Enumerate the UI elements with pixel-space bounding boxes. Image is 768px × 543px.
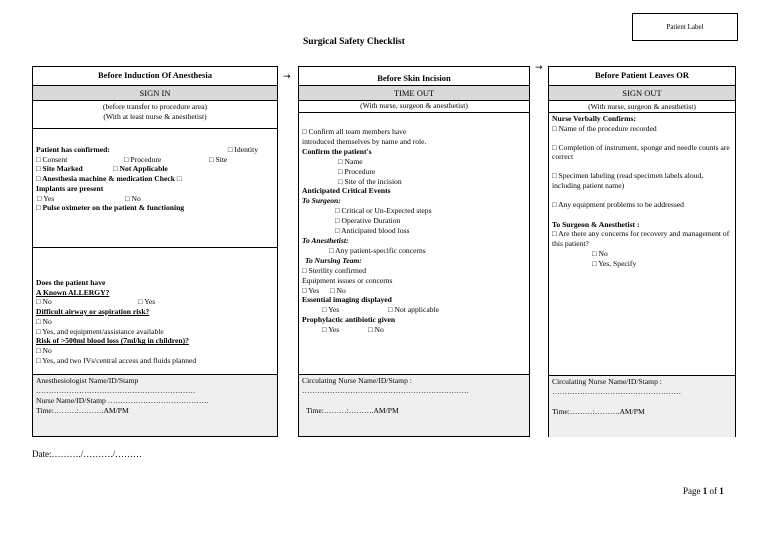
specimen-labeling-checkbox[interactable]: □ Specimen labeling (read specimen labels aloud, including patient name) xyxy=(552,171,704,190)
sign-out-footer xyxy=(549,376,735,437)
time-out-column xyxy=(298,66,530,437)
time-field[interactable]: Time:………:……….AM/PM xyxy=(36,406,129,415)
nurse-stamp-field[interactable]: Nurse Name/ID/Stamp …………………………………. xyxy=(36,396,209,405)
anesthesiologist-stamp-field[interactable]: Anesthesiologist Name/ID/Stamp xyxy=(36,376,139,385)
sign-in-column xyxy=(32,66,278,437)
time-out-section xyxy=(299,113,529,375)
blood-loss-yes-checkbox[interactable]: □ Yes, and two IVs/central access and fluids planned xyxy=(36,355,197,365)
procedure-checkbox[interactable]: □ Procedure xyxy=(124,154,162,164)
column-header: Before Skin Incision xyxy=(299,67,529,86)
team-confirm-text: introduced themselves by name and role. xyxy=(302,136,427,146)
note-line: (before transfer to procedure area) xyxy=(102,102,208,111)
blood-loss-checkbox[interactable]: □ Anticipated blood loss xyxy=(335,226,410,236)
patient-confirmation-section xyxy=(33,129,277,248)
document-title: Surgical Safety Checklist xyxy=(303,37,405,47)
procedure-checkbox[interactable]: □ Procedure xyxy=(338,166,376,176)
antibiotic-no-checkbox[interactable]: □ No xyxy=(368,325,384,335)
section-band: SIGN IN xyxy=(33,86,277,101)
page-current: 1 xyxy=(702,486,708,496)
note-line: (With at least nurse & anesthetist) xyxy=(103,111,207,121)
does-patient-label: Does the patient have xyxy=(36,278,106,287)
not-applicable-checkbox[interactable]: □ Not Applicable xyxy=(113,164,168,174)
allergy-label: A Known ALLERGY? xyxy=(36,287,110,297)
equipment-issues-label: Equipment issues or concerns xyxy=(302,275,393,285)
concerns-yes-checkbox[interactable]: □ Yes, Specify xyxy=(592,258,637,268)
nurse-confirms-label: Nurse Verbally Confirms: xyxy=(552,114,636,123)
machine-check-checkbox[interactable]: □ Anesthesia machine & medication Check □ xyxy=(36,174,182,184)
critical-steps-checkbox[interactable]: □ Critical or Un-Expected steps xyxy=(335,206,432,216)
antibiotic-yes-checkbox[interactable]: □ Yes xyxy=(322,325,340,335)
equipment-yes-checkbox[interactable]: □ Yes xyxy=(302,285,320,295)
arrow-icon: → xyxy=(283,72,291,82)
confirmed-label: Patient has confirmed: xyxy=(36,145,110,154)
imaging-yes-checkbox[interactable]: □ Yes xyxy=(322,305,340,315)
page-total: 1 xyxy=(719,486,724,496)
page-number xyxy=(683,486,724,496)
to-surgeon-label: To Surgeon: xyxy=(302,196,341,206)
site-checkbox[interactable]: □ Site xyxy=(209,154,228,164)
dotted-line: ……………………………………………………… xyxy=(36,386,196,395)
blood-loss-label: Risk of >500ml blood loss (7ml/kg in children)? xyxy=(36,336,189,346)
implants-no-checkbox[interactable]: □ No xyxy=(125,193,141,203)
circulating-nurse-field[interactable]: Circulating Nurse Name/ID/Stamp : xyxy=(302,376,412,385)
name-checkbox[interactable]: □ Name xyxy=(338,156,363,166)
confirm-patient-label: Confirm the patient's xyxy=(302,146,372,156)
column-header: Before Induction Of Anesthesia xyxy=(33,67,277,86)
sign-out-section xyxy=(549,113,735,376)
risk-assessment-section xyxy=(33,248,277,375)
time-field[interactable]: Time:………:……….AM/PM xyxy=(306,406,399,415)
imaging-na-checkbox[interactable]: □ Not applicable xyxy=(388,305,439,315)
implants-label: Implants are present xyxy=(36,183,104,193)
circulating-nurse-field[interactable]: Circulating Nurse Name/ID/Stamp : xyxy=(552,377,662,386)
time-field[interactable]: Time:………:……….AM/PM xyxy=(552,407,645,416)
arrow-icon: → xyxy=(535,63,543,73)
date-field[interactable]: Date:………./………./……… xyxy=(32,449,142,459)
allergy-no-checkbox[interactable]: □ No xyxy=(36,297,52,307)
equipment-problems-checkbox[interactable]: □ Any equipment problems to be addressed xyxy=(552,199,684,209)
section-band: SIGN OUT xyxy=(549,86,735,101)
airway-no-checkbox[interactable]: □ No xyxy=(36,316,52,326)
allergy-yes-checkbox[interactable]: □ Yes xyxy=(138,297,156,307)
equipment-no-checkbox[interactable]: □ No xyxy=(330,285,346,295)
sign-out-column xyxy=(548,66,736,437)
sign-in-note xyxy=(33,101,277,129)
imaging-label: Essential imaging displayed xyxy=(302,295,392,305)
identity-checkbox[interactable]: □ Identity xyxy=(227,145,258,154)
procedure-recorded-checkbox[interactable]: □ Name of the procedure recorded xyxy=(552,123,657,133)
team-confirm-checkbox[interactable]: □ Confirm all team members have xyxy=(302,127,407,136)
patient-label-box[interactable]: Patient Label xyxy=(632,13,738,41)
airway-label: Difficult airway or aspiration risk? xyxy=(36,307,150,317)
to-nursing-label: To Nursing Team: xyxy=(305,255,362,265)
sign-in-footer xyxy=(33,375,277,436)
dotted-line: ………………………………………………………… xyxy=(302,386,470,395)
page-of: of xyxy=(707,486,720,496)
implants-yes-checkbox[interactable]: □ Yes xyxy=(37,193,55,203)
antibiotic-label: Prophylactic antibiotic given xyxy=(302,315,396,325)
to-surgeon-anesthetist-label: To Surgeon & Anesthetist : xyxy=(552,219,640,229)
duration-checkbox[interactable]: □ Operative Duration xyxy=(335,216,401,226)
time-out-note: (With nurse, surgeon & anesthetist) xyxy=(299,101,529,113)
dotted-line: …………………………………………… xyxy=(552,387,682,396)
incision-site-checkbox[interactable]: □ Site of the incision xyxy=(338,176,402,186)
column-header: Before Patient Leaves OR xyxy=(549,67,735,86)
consent-checkbox[interactable]: □ Consent xyxy=(36,154,68,164)
oximeter-checkbox[interactable]: □ Pulse oximeter on the patient & functioning xyxy=(36,203,185,213)
recovery-concerns-text: □ Are there any concerns for recovery and management of this patient? xyxy=(552,229,730,249)
critical-events-label: Anticipated Critical Events xyxy=(302,186,391,196)
to-anesthetist-label: To Anesthetist: xyxy=(302,235,349,245)
sign-out-note: (With nurse, surgeon & anesthetist) xyxy=(549,101,735,113)
airway-yes-checkbox[interactable]: □ Yes, and equipment/assistance available xyxy=(36,326,164,336)
patient-concerns-checkbox[interactable]: □ Any patient-specific concerns xyxy=(329,245,426,255)
counts-correct-checkbox[interactable]: □ Completion of instrument, sponge and needle counts are correct xyxy=(552,142,730,162)
sterility-checkbox[interactable]: □ Sterility confirmed xyxy=(302,265,367,275)
page-prefix: Page xyxy=(683,486,703,496)
time-out-footer xyxy=(299,375,529,436)
blood-loss-no-checkbox[interactable]: □ No xyxy=(36,345,52,355)
site-marked-checkbox[interactable]: □ Site Marked xyxy=(36,164,83,174)
concerns-no-checkbox[interactable]: □ No xyxy=(592,248,608,258)
section-band: TIME OUT xyxy=(299,86,529,101)
